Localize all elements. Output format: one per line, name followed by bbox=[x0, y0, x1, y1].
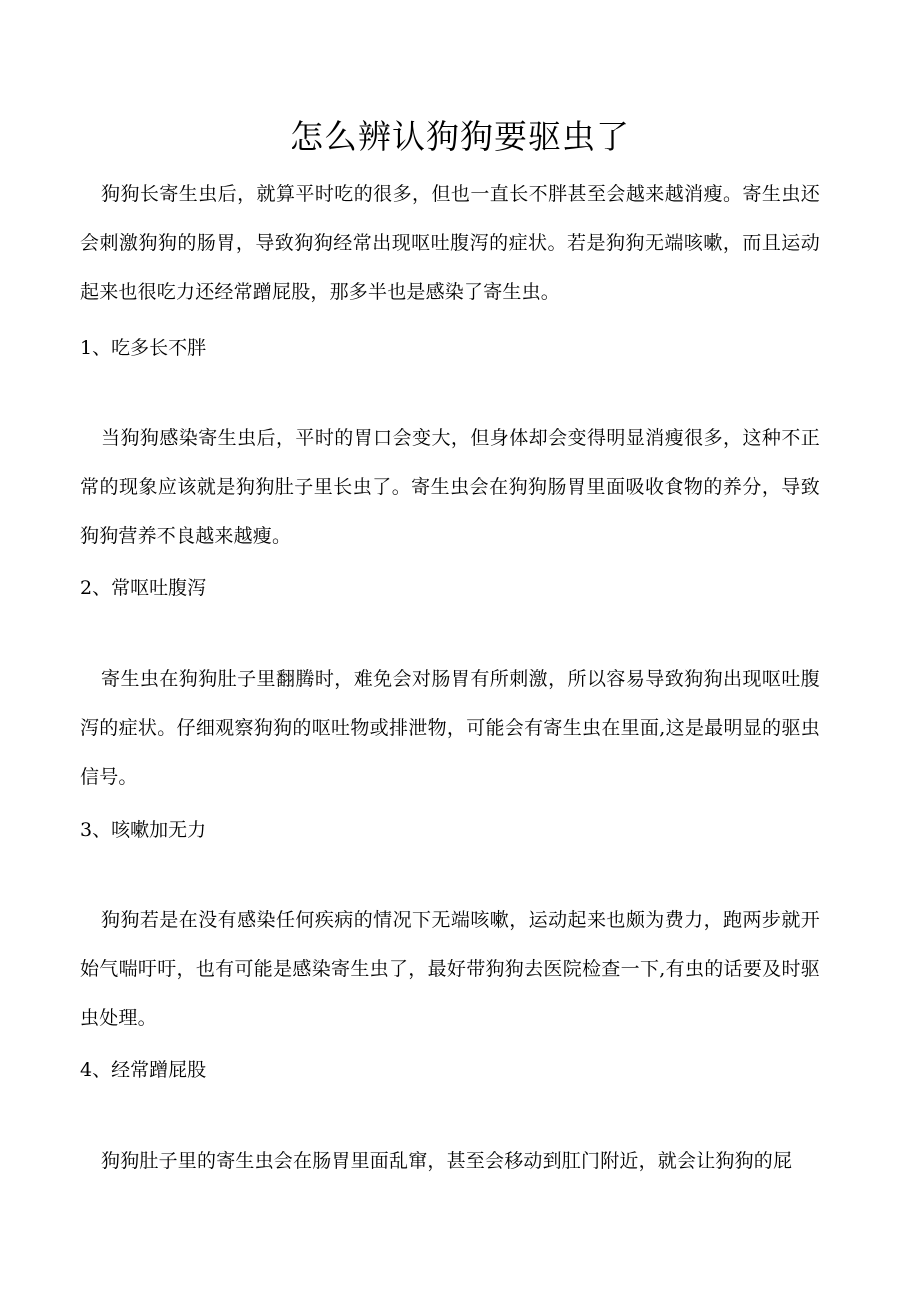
section-paragraph-4: 狗狗肚子里的寄生虫会在肠胃里面乱窜，甚至会移动到肛门附近，就会让狗狗的屁 bbox=[101, 1150, 793, 1172]
intro-paragraph: 狗狗长寄生虫后，就算平时吃的很多，但也一直长不胖甚至会越来越消瘦。寄生虫还会刺激狗狗的肠胃，导致狗狗经常出现呕吐腹泻的症状。若是狗狗无端咳嗽，而且运动起来也很吃力还经常蹭屁股，那多半也是感染了寄生虫。 bbox=[80, 183, 820, 303]
section-paragraph-1: 当狗狗感染寄生虫后，平时的胃口会变大，但身体却会变得明显消瘦很多，这种不正常的现象应该就是狗狗肚子里长虫了。寄生虫会在狗狗肠胃里面吸收食物的养分，导致狗狗营养不良越来越瘦。 bbox=[80, 427, 820, 547]
section-heading-2: 2、常呕吐腹泻 bbox=[80, 577, 207, 599]
section-paragraph-3: 狗狗若是在没有感染任何疾病的情况下无端咳嗽，运动起来也颇为费力，跑两步就开始气喘吁吁，也有可能是感染寄生虫了，最好带狗狗去医院检查一下,有虫的话要及时驱虫处理。 bbox=[80, 909, 820, 1029]
section-paragraph-2: 寄生虫在狗狗肚子里翻腾时，难免会对肠胃有所刺激，所以容易导致狗狗出现呕吐腹泻的症状。仔细观察狗狗的呕吐物或排泄物，可能会有寄生虫在里面,这是最明显的驱虫信号。 bbox=[80, 668, 820, 788]
section-heading-1: 1、吃多长不胖 bbox=[80, 337, 207, 359]
section-heading-3: 3、咳嗽加无力 bbox=[80, 819, 207, 841]
document-title: 怎么辨认狗狗要驱虫了 bbox=[290, 117, 630, 156]
section-heading-4: 4、经常蹭屁股 bbox=[80, 1059, 207, 1081]
